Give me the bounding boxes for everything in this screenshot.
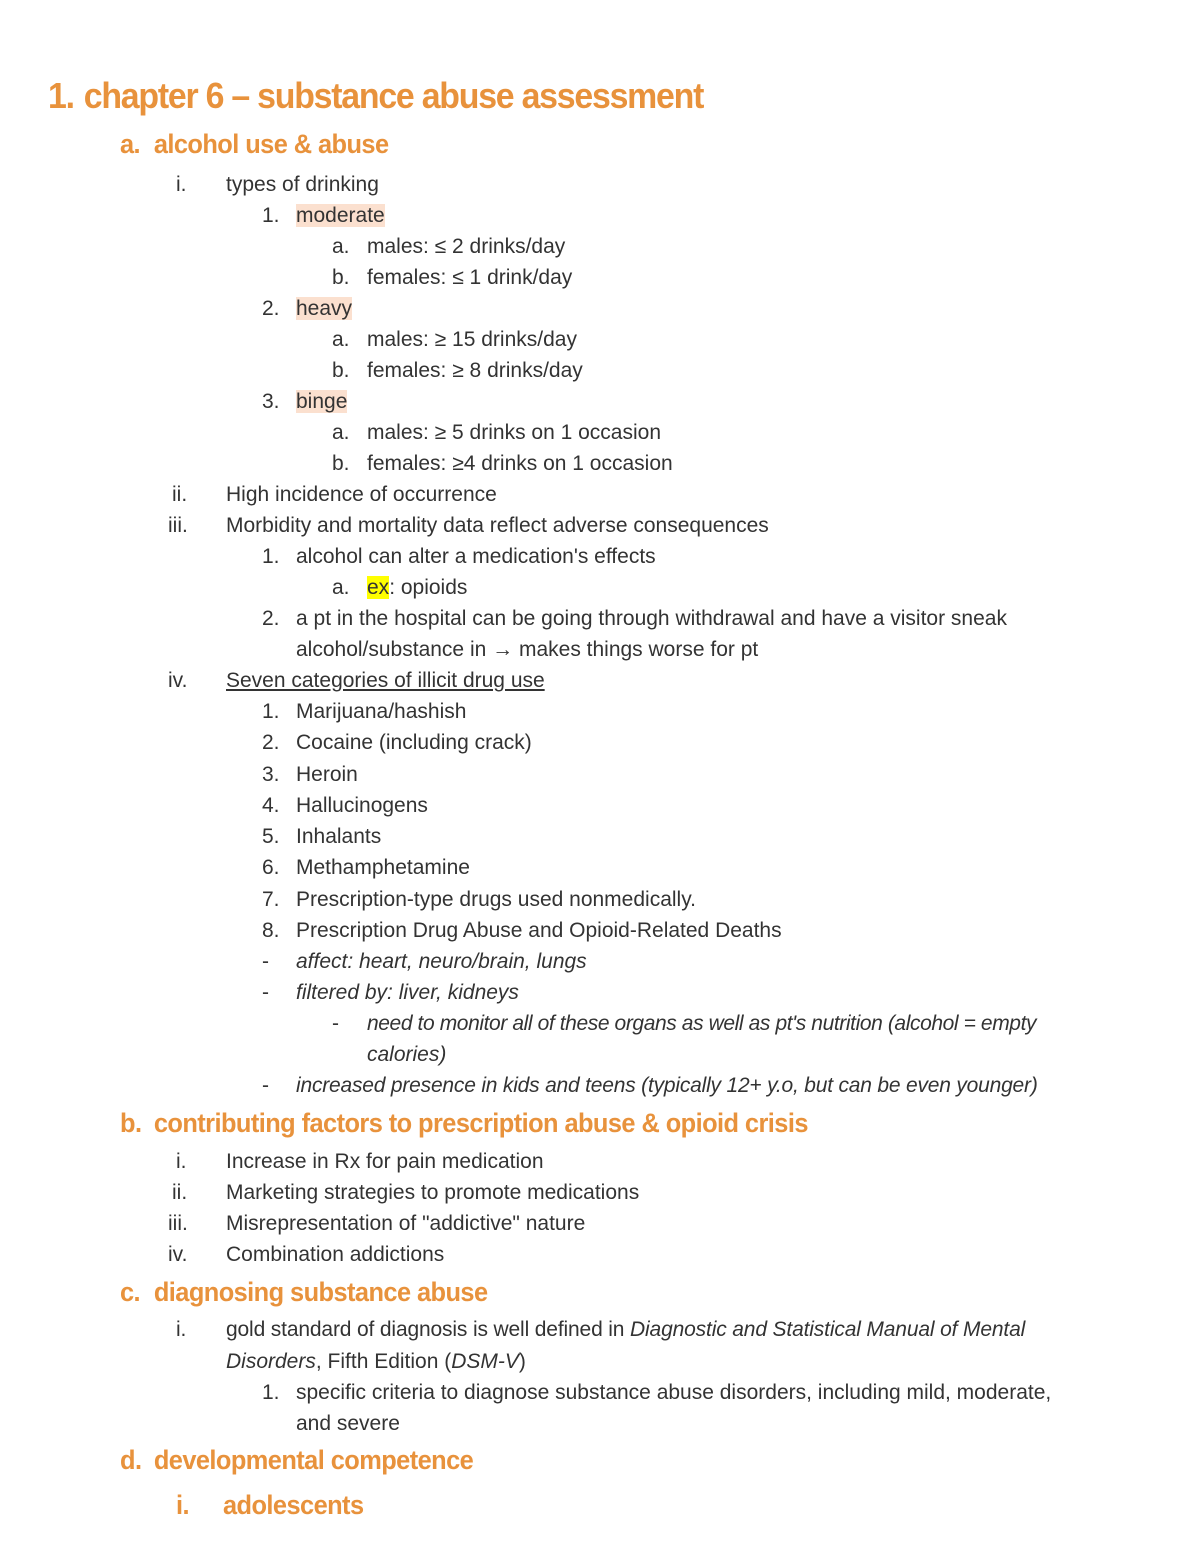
italic-text: DSM-V [451, 1350, 519, 1373]
list-item [332, 577, 467, 598]
list-item [172, 1182, 639, 1203]
list-item [262, 1075, 1038, 1096]
list-text-continuation: and severe [296, 1412, 400, 1435]
list-item [332, 267, 572, 288]
list-item [332, 422, 661, 443]
list-marker: 3. [262, 390, 280, 413]
dash-marker: - [262, 981, 269, 1004]
list-marker: ii. [172, 483, 188, 506]
list-item [332, 329, 577, 350]
list-text: Prescription-type drugs used nonmedically. [296, 888, 696, 911]
list-marker: 1. [262, 700, 280, 723]
list-marker: b. [332, 452, 350, 475]
list-marker: b. [332, 266, 350, 289]
list-marker: 7. [262, 888, 280, 911]
list-text: males: ≥ 15 drinks/day [367, 328, 577, 351]
list-marker: 6. [262, 856, 280, 879]
list-text: Increase in Rx for pain medication [226, 1150, 544, 1173]
highlighted-text: heavy [296, 297, 353, 320]
list-item [262, 608, 1007, 629]
list-item [262, 951, 587, 972]
list-marker: iv. [168, 669, 188, 692]
chapter-title [48, 75, 704, 116]
list-marker: ii. [172, 1181, 188, 1204]
list-text: increased presence in kids and teens (typically 12+ y.o, but can be even younger) [296, 1074, 1038, 1097]
list-text: Misrepresentation of "addictive" nature [226, 1212, 586, 1235]
list-marker: 2. [262, 297, 280, 320]
list-text: filtered by: liver, kidneys [296, 981, 519, 1004]
section-d-marker: d. [120, 1445, 142, 1475]
highlighted-text: ex [367, 576, 390, 599]
list-text: Hallucinogens [296, 794, 428, 817]
list-marker: i. [176, 1490, 189, 1520]
italic-text: Disorders [226, 1350, 316, 1373]
list-text: specific criteria to diagnose substance abuse disorders, including mild, moderate, [296, 1381, 1052, 1404]
list-item [262, 205, 385, 226]
list-item [262, 764, 358, 785]
list-marker: 4. [262, 794, 280, 817]
list-item [262, 889, 696, 910]
list-text: Marijuana/hashish [296, 700, 467, 723]
section-a-heading [120, 131, 389, 158]
list-item [168, 1244, 444, 1265]
list-item [168, 515, 769, 536]
list-text: a pt in the hospital can be going through withdrawal and have a visitor sneak [296, 607, 1007, 630]
list-text: gold standard of diagnosis is well defined in [226, 1318, 631, 1341]
list-marker: a. [332, 328, 350, 351]
highlighted-text: binge [296, 390, 348, 413]
list-text: Marketing strategies to promote medications [226, 1181, 640, 1204]
dash-marker: - [262, 1074, 269, 1097]
list-marker: i. [176, 1318, 187, 1341]
section-c-marker: c. [120, 1277, 141, 1307]
underlined-text: Seven categories of illicit drug use [226, 669, 545, 692]
list-marker: 5. [262, 825, 280, 848]
list-marker: 3. [262, 763, 280, 786]
section-d-title: developmental competence [153, 1445, 474, 1475]
list-text: males: ≥ 5 drinks on 1 occasion [367, 421, 661, 444]
list-text: Inhalants [296, 825, 382, 848]
list-marker: a. [332, 576, 350, 599]
list-text: Morbidity and mortality data reflect adverse consequences [226, 514, 769, 537]
list-text-continuation: alcohol/substance in → makes things worse for pt [296, 638, 759, 661]
title-text: chapter 6 – substance abuse assessment [83, 75, 704, 116]
list-text: ) [518, 1350, 526, 1373]
dash-marker: - [262, 950, 269, 973]
list-text: Prescription Drug Abuse and Opioid-Related Deaths [296, 919, 782, 942]
title-number: 1. [48, 75, 74, 116]
list-text: Cocaine (including crack) [296, 731, 532, 754]
section-b-title: contributing factors to prescription abuse & opioid crisis [153, 1108, 808, 1138]
list-marker: a. [332, 421, 350, 444]
list-item [168, 1213, 585, 1234]
list-text-continuation: calories) [367, 1043, 447, 1066]
subsection-heading [176, 1492, 364, 1519]
list-item [176, 1319, 1025, 1340]
list-text: males: ≤ 2 drinks/day [367, 235, 566, 258]
subsection-title: adolescents [223, 1490, 364, 1520]
list-text: , Fifth Edition ( [315, 1350, 452, 1373]
list-item [262, 982, 519, 1003]
list-item [262, 732, 532, 753]
list-marker: 8. [262, 919, 280, 942]
section-a-marker: a. [120, 129, 141, 159]
list-item [262, 920, 782, 941]
list-item [262, 546, 656, 567]
list-text-continuation [226, 1351, 526, 1372]
list-item [332, 360, 583, 381]
list-item [168, 670, 545, 691]
list-item [262, 298, 352, 319]
section-d-heading [120, 1447, 473, 1474]
list-text: females: ≥4 drinks on 1 occasion [367, 452, 673, 475]
list-text: Methamphetamine [296, 856, 470, 879]
list-item [262, 701, 466, 722]
list-text: types of drinking [226, 173, 379, 196]
list-item [262, 826, 381, 847]
list-text: High incidence of occurrence [226, 483, 497, 506]
dash-marker: - [332, 1012, 339, 1035]
list-text: Heroin [296, 763, 358, 786]
list-item [262, 857, 470, 878]
list-marker: iii. [168, 1212, 188, 1235]
list-text: Combination addictions [226, 1243, 445, 1266]
list-marker: a. [332, 235, 350, 258]
list-item [262, 1382, 1051, 1403]
list-marker: i. [176, 173, 187, 196]
section-b-heading [120, 1110, 808, 1137]
section-c-heading [120, 1279, 488, 1306]
list-text: affect: heart, neuro/brain, lungs [296, 950, 587, 973]
section-b-marker: b. [120, 1108, 142, 1138]
list-text: : opioids [389, 576, 468, 599]
list-marker: 2. [262, 731, 280, 754]
list-item [262, 795, 428, 816]
section-a-title: alcohol use & abuse [153, 129, 389, 159]
list-marker: i. [176, 1150, 187, 1173]
list-marker: 1. [262, 204, 280, 227]
list-marker: 1. [262, 1381, 280, 1404]
list-item [176, 174, 379, 195]
list-marker: iii. [168, 514, 188, 537]
list-item [332, 1013, 1036, 1034]
list-text: need to monitor all of these organs as well as pt's nutrition (alcohol = empty [367, 1012, 1037, 1035]
list-marker: 2. [262, 607, 280, 630]
list-item [172, 484, 497, 505]
list-text: females: ≥ 8 drinks/day [367, 359, 583, 382]
list-item [332, 453, 673, 474]
section-c-title: diagnosing substance abuse [153, 1277, 488, 1307]
italic-text: Diagnostic and Statistical Manual of Mental [630, 1318, 1026, 1341]
list-text: alcohol can alter a medication's effects [296, 545, 656, 568]
highlighted-text: moderate [296, 204, 385, 227]
list-item [176, 1151, 544, 1172]
list-item [262, 391, 347, 412]
list-marker: 1. [262, 545, 280, 568]
list-marker: iv. [168, 1243, 188, 1266]
list-item [332, 236, 565, 257]
list-text: females: ≤ 1 drink/day [367, 266, 573, 289]
list-marker: b. [332, 359, 350, 382]
